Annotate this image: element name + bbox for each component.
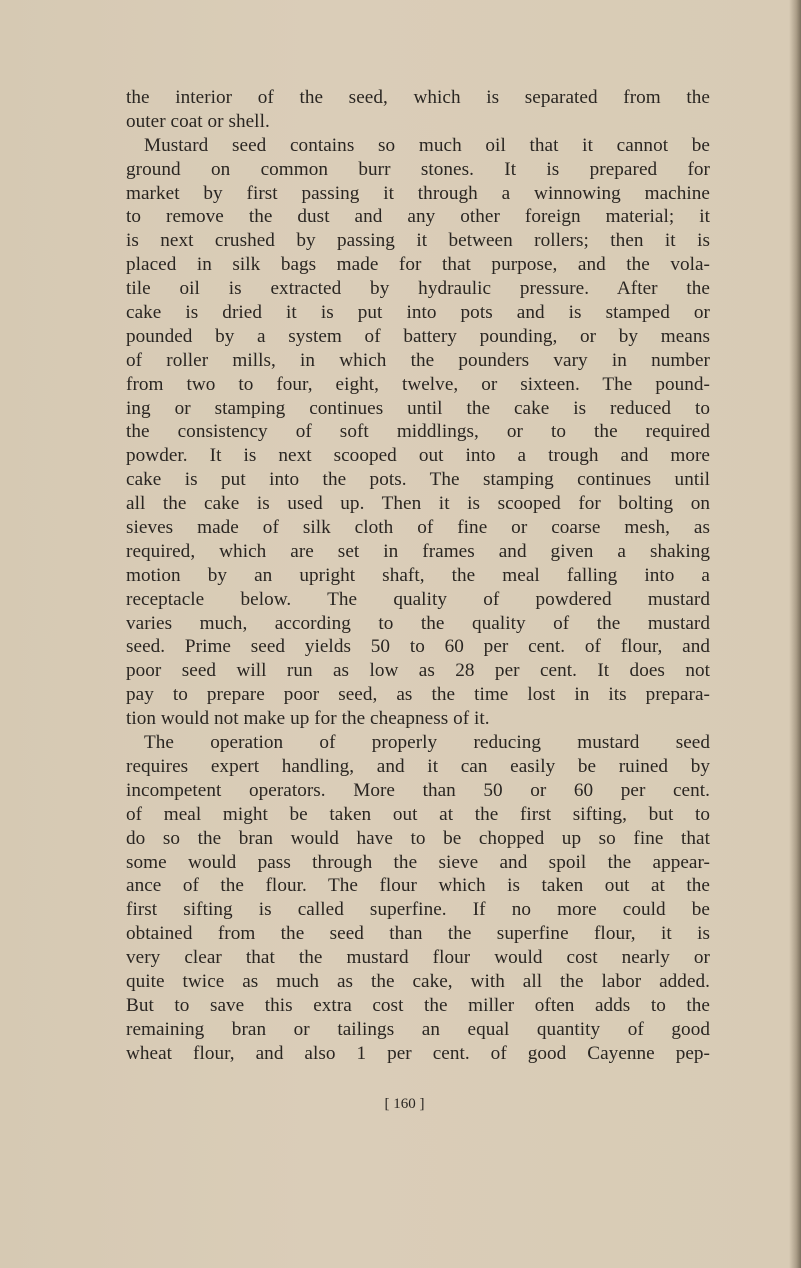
text-line: required, which are set in frames and given a shaking [126,540,710,562]
text-line: pounded by a system of battery pounding, or by means [126,325,710,347]
text-line: pay to prepare poor seed, as the time lost in its prepara- [126,684,710,706]
page-number: [ 160 ] [384,1096,425,1112]
text-line: incompetent operators. More than 50 or 60 per cent. [126,779,710,801]
text-line: of roller mills, in which the pounders vary in number [126,349,710,371]
page-edge-shadow [789,0,801,1268]
text-line: do so the bran would have to be chopped up so fine that [126,827,710,849]
text-line: from two to four, eight, twelve, or sixteen. The pound- [126,373,710,395]
text-line: remaining bran or tailings an equal quantity of good [126,1018,710,1040]
text-line: outer coat or shell. [126,110,270,132]
text-line: tion would not make up for the cheapness of it. [126,708,490,730]
text-line: poor seed will run as low as 28 per cent. It does not [126,660,710,682]
text-line: is next crushed by passing it between rollers; then it is [126,230,710,252]
text-line: all the cake is used up. Then it is scooped for bolting on [126,493,710,515]
text-line: placed in silk bags made for that purpose, and the vola- [126,254,710,276]
paragraph-start-line: The operation of properly reducing mustard seed [144,732,710,754]
text-line: ing or stamping continues until the cake is reduced to [126,397,710,419]
text-line: requires expert handling, and it can easily be ruined by [126,755,710,777]
text-line: the consistency of soft middlings, or to the required [126,421,710,443]
text-line: to remove the dust and any other foreign material; it [126,206,710,228]
text-line: cake is dried it is put into pots and is stamped or [126,302,710,324]
text-line: ance of the flour. The flour which is taken out at the [126,875,710,897]
text-line: first sifting is called superfine. If no more could be [126,899,710,921]
text-line: seed. Prime seed yields 50 to 60 per cent. of flour, and [126,636,710,658]
text-line: motion by an upright shaft, the meal falling into a [126,564,710,586]
text-line: But to save this extra cost the miller often adds to the [126,994,710,1016]
text-line: varies much, according to the quality of the mustard [126,612,710,634]
text-line: ground on common burr stones. It is prepared for [126,158,710,180]
body-text [126,86,710,1066]
text-line: sieves made of silk cloth of fine or coarse mesh, as [126,517,710,539]
text-line: obtained from the seed than the superfine flour, it is [126,923,710,945]
text-line: receptacle below. The quality of powdered mustard [126,588,710,610]
paragraph-start-line: Mustard seed contains so much oil that it cannot be [144,134,710,156]
text-line: wheat flour, and also 1 per cent. of good Cayenne pep- [126,1042,710,1064]
text-line: the interior of the seed, which is separated from the [126,87,710,108]
text-line: tile oil is extracted by hydraulic pressure. After the [126,278,710,300]
text-line: quite twice as much as the cake, with all the labor added. [126,970,710,992]
text-line: market by first passing it through a winnowing machine [126,182,710,204]
text-line: powder. It is next scooped out into a trough and more [126,445,710,467]
text-line: very clear that the mustard flour would cost nearly or [126,947,710,969]
text-line: some would pass through the sieve and spoil the appear- [126,851,710,873]
text-line: of meal might be taken out at the first sifting, but to [126,803,710,825]
text-line: cake is put into the pots. The stamping continues until [126,469,710,491]
